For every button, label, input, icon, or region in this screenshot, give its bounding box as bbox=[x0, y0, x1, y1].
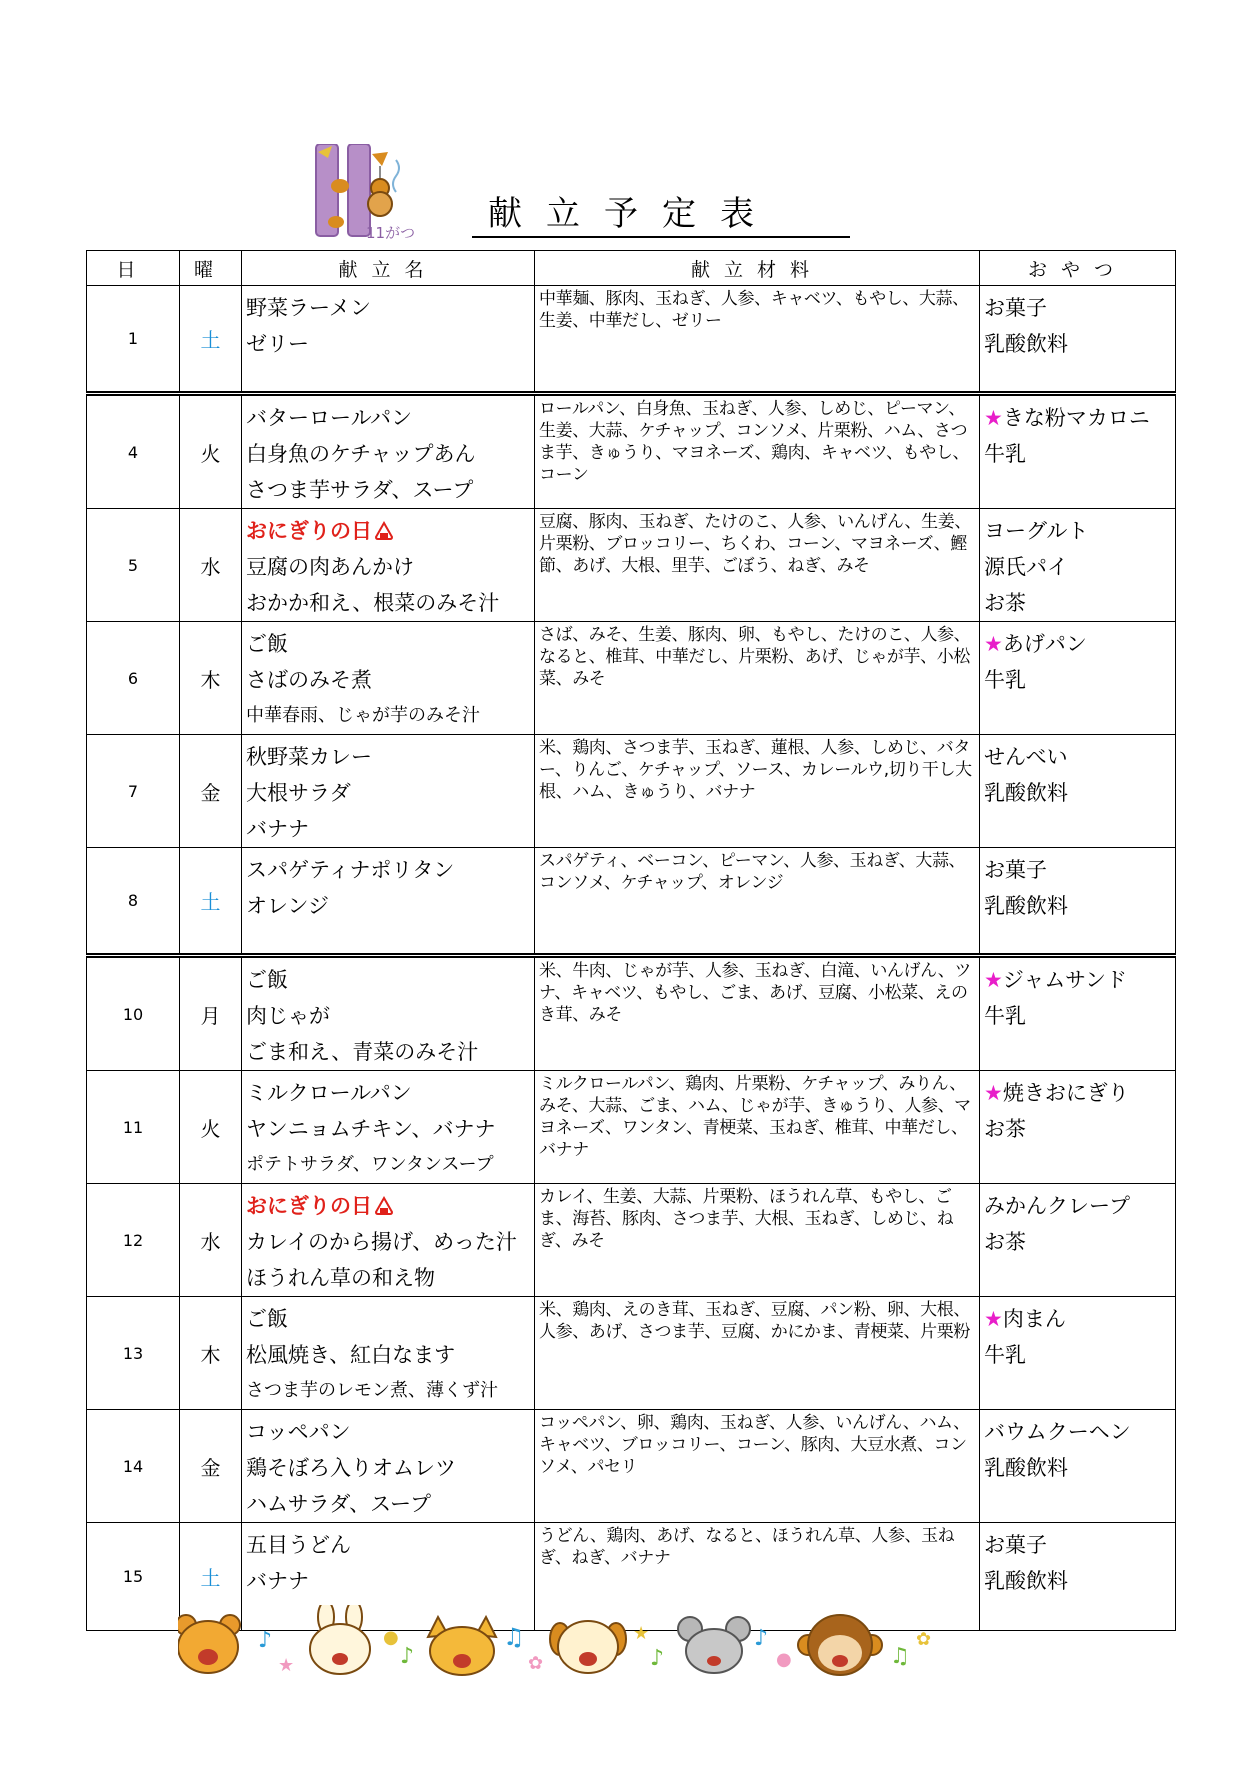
menu-item bbox=[246, 739, 534, 775]
menu-item-text: カレイのから揚げ、めった汁 bbox=[246, 1230, 517, 1254]
day-cell: 12 bbox=[87, 1184, 180, 1297]
snack-cell bbox=[980, 1071, 1176, 1184]
weekday-cell: 金 bbox=[180, 1410, 242, 1523]
menu-item-text: ごま和え、青菜のみそ汁 bbox=[246, 1040, 479, 1064]
menu-item bbox=[246, 400, 534, 436]
onigiri-icon bbox=[374, 521, 394, 541]
menu-item bbox=[246, 1450, 534, 1486]
ingredients-text: コッペパン、卵、鶏肉、玉ねぎ、人参、いんげん、ハム、キャベツ、ブロッコリー、コーン、豚肉、大豆水煮、コンソメ、パセリ bbox=[539, 1413, 970, 1477]
table-header-row bbox=[87, 251, 1176, 286]
menu-item-text: 秋野菜カレー bbox=[246, 745, 372, 769]
svg-text:♪: ♪ bbox=[400, 1644, 415, 1669]
table-row bbox=[87, 735, 1176, 848]
weekday-cell: 火 bbox=[180, 394, 242, 509]
snack-cell bbox=[980, 286, 1176, 394]
weekday-cell: 土 bbox=[180, 848, 242, 956]
menu-item bbox=[246, 962, 534, 998]
snack-item-text: きな粉マカロニ bbox=[1002, 406, 1150, 430]
day-cell: 4 bbox=[87, 394, 180, 509]
weekday-cell: 木 bbox=[180, 622, 242, 735]
bear-icon bbox=[178, 1615, 240, 1673]
table-row bbox=[87, 1410, 1176, 1523]
snack-item bbox=[984, 1301, 1175, 1337]
menu-item-text: さつま芋サラダ、スープ bbox=[246, 478, 474, 502]
star-icon: ★ bbox=[984, 968, 1003, 992]
ingredients-text: 豆腐、豚肉、玉ねぎ、たけのこ、人参、いんげん、生姜、片栗粉、ブロッコリー、ちくわ、コーン、マヨネーズ、鰹節、あげ、大根、里芋、ごぼう、ねぎ、みそ bbox=[539, 512, 971, 576]
menu-cell bbox=[242, 1297, 535, 1410]
menu-item bbox=[246, 852, 534, 888]
table-row bbox=[87, 1071, 1176, 1184]
snack-item bbox=[984, 290, 1175, 326]
snack-item bbox=[984, 1414, 1175, 1450]
snack-item bbox=[984, 1450, 1175, 1486]
menu-item bbox=[246, 1224, 534, 1260]
snack-item bbox=[984, 888, 1175, 924]
menu-cell bbox=[242, 1071, 535, 1184]
menu-item bbox=[246, 472, 534, 508]
star-icon: ★ bbox=[984, 632, 1003, 656]
mouse-icon bbox=[678, 1617, 750, 1673]
menu-item bbox=[246, 775, 534, 811]
snack-item-text: お茶 bbox=[984, 591, 1026, 615]
ingredients-text: さば、みそ、生姜、豚肉、卵、もやし、たけのこ、人参、なると、椎茸、中華だし、片栗粉、あげ、じゃが芋、小松菜、みそ bbox=[539, 625, 971, 689]
menu-cell bbox=[242, 735, 535, 848]
snack-item bbox=[984, 852, 1175, 888]
svg-text:11がつ: 11がつ bbox=[366, 224, 416, 242]
snack-cell bbox=[980, 622, 1176, 735]
ingredients-cell bbox=[535, 622, 980, 735]
rabbit-icon bbox=[310, 1605, 370, 1674]
table-row bbox=[87, 1184, 1176, 1297]
menu-item-text: ほうれん草の和え物 bbox=[246, 1266, 435, 1290]
menu-item-text: 野菜ラーメン bbox=[246, 296, 371, 320]
svg-text:●: ● bbox=[383, 1627, 399, 1648]
header-menu: 献立名 bbox=[242, 251, 535, 286]
menu-item bbox=[246, 1301, 534, 1337]
weekday-cell: 金 bbox=[180, 735, 242, 848]
menu-item bbox=[246, 1563, 534, 1599]
dog-icon bbox=[550, 1621, 626, 1673]
menu-item-text: ミルクロールパン bbox=[246, 1081, 412, 1105]
snack-item bbox=[984, 513, 1175, 549]
day-cell: 6 bbox=[87, 622, 180, 735]
snack-item-text: みかんクレープ bbox=[984, 1194, 1130, 1218]
menu-item bbox=[246, 585, 534, 621]
star-icon: ★ bbox=[984, 406, 1003, 430]
snack-item bbox=[984, 1224, 1175, 1260]
snack-cell bbox=[980, 735, 1176, 848]
ingredients-cell bbox=[535, 509, 980, 622]
day-cell: 11 bbox=[87, 1071, 180, 1184]
menu-item-text: ハムサラダ、スープ bbox=[246, 1492, 432, 1516]
snack-item bbox=[984, 400, 1175, 436]
menu-item bbox=[246, 1527, 534, 1563]
menu-item bbox=[246, 1486, 534, 1522]
snack-item bbox=[984, 1188, 1175, 1224]
ingredients-text: 米、鶏肉、さつま芋、玉ねぎ、蓮根、人参、しめじ、バター、りんご、ケチャップ、ソース、カレールウ,切り干し大根、ハム、きゅうり、バナナ bbox=[539, 738, 972, 802]
header-day: 日 bbox=[87, 251, 180, 286]
menu-cell bbox=[242, 622, 535, 735]
snack-item-text: お菓子 bbox=[984, 858, 1047, 882]
snack-item bbox=[984, 739, 1175, 775]
table-row bbox=[87, 286, 1176, 394]
ingredients-cell bbox=[535, 1297, 980, 1410]
ingredients-text: ミルクロールパン、鶏肉、片栗粉、ケチャップ、みりん、みそ、大蒜、ごま、ハム、じゃが芋、きゅうり、人参、マヨネーズ、ワンタン、青梗菜、玉ねぎ、椎茸、中華だし、バナナ bbox=[539, 1074, 971, 1160]
snack-item-text: 焼きおにぎり bbox=[1002, 1081, 1129, 1105]
table-row bbox=[87, 848, 1176, 956]
menu-item-text: ご飯 bbox=[246, 1307, 288, 1331]
menu-cell bbox=[242, 509, 535, 622]
ingredients-text: スパゲティ、ベーコン、ピーマン、人参、玉ねぎ、大蒜、コンソメ、ケチャップ、オレンジ bbox=[539, 851, 966, 893]
svg-text:●: ● bbox=[776, 1649, 792, 1670]
menu-item-text: おかか和え、根菜のみそ汁 bbox=[246, 591, 500, 615]
footer-animal-strip bbox=[178, 1605, 1038, 1685]
day-cell: 13 bbox=[87, 1297, 180, 1410]
menu-cell bbox=[242, 1184, 535, 1297]
ingredients-text: うどん、鶏肉、あげ、なると、ほうれん草、人参、玉ねぎ、ねぎ、バナナ bbox=[539, 1526, 955, 1568]
weekday-cell: 木 bbox=[180, 1297, 242, 1410]
star-icon: ★ bbox=[984, 1307, 1003, 1331]
menu-item bbox=[246, 1147, 534, 1183]
ingredients-text: 米、鶏肉、えのき茸、玉ねぎ、豆腐、パン粉、卵、大根、人参、あげ、さつま芋、豆腐、かにかま、青梗菜、片栗粉 bbox=[539, 1300, 970, 1342]
ingredients-cell bbox=[535, 394, 980, 509]
ingredients-cell bbox=[535, 956, 980, 1071]
ingredients-text: 中華麺、豚肉、玉ねぎ、人参、キャベツ、もやし、大蒜、生姜、中華だし、ゼリー bbox=[539, 289, 969, 331]
menu-cell bbox=[242, 848, 535, 956]
ingredients-cell bbox=[535, 1071, 980, 1184]
svg-text:♪: ♪ bbox=[258, 1628, 273, 1653]
menu-item bbox=[246, 290, 534, 326]
menu-item-text: コッペパン bbox=[246, 1420, 351, 1444]
day-cell: 14 bbox=[87, 1410, 180, 1523]
weekday-cell: 火 bbox=[180, 1071, 242, 1184]
menu-item-text: おにぎりの日 bbox=[246, 1194, 372, 1218]
svg-text:♫: ♫ bbox=[890, 1644, 910, 1669]
menu-item-text: 肉じゃが bbox=[246, 1004, 330, 1028]
snack-item bbox=[984, 436, 1175, 472]
onigiri-day-label bbox=[246, 1188, 534, 1224]
snack-item-text: 牛乳 bbox=[984, 668, 1026, 692]
menu-item-text: ポテトサラダ、ワンタンスープ bbox=[246, 1154, 494, 1175]
menu-item bbox=[246, 626, 534, 662]
snack-item bbox=[984, 626, 1175, 662]
day-cell: 5 bbox=[87, 509, 180, 622]
snack-item-text: お茶 bbox=[984, 1230, 1026, 1254]
menu-item-text: 豆腐の肉あんかけ bbox=[246, 555, 414, 579]
onigiri-icon bbox=[374, 1196, 394, 1216]
svg-text:✿: ✿ bbox=[528, 1653, 544, 1674]
snack-item bbox=[984, 662, 1175, 698]
ingredients-cell bbox=[535, 848, 980, 956]
snack-cell bbox=[980, 1297, 1176, 1410]
snack-item bbox=[984, 585, 1175, 621]
day-cell: 1 bbox=[87, 286, 180, 394]
snack-item-text: 源氏パイ bbox=[984, 555, 1068, 579]
snack-item-text: 乳酸飲料 bbox=[984, 894, 1068, 918]
ingredients-text: ロールパン、白身魚、玉ねぎ、人参、しめじ、ピーマン、生姜、大蒜、ケチャップ、コンソメ、片栗粉、ハム、さつま芋、きゅうり、マヨネーズ、鶏肉、キャベツ、もやし、コーン bbox=[539, 399, 970, 485]
snack-item-text: 乳酸飲料 bbox=[984, 781, 1068, 805]
ingredients-text: 米、牛肉、じゃが芋、人参、玉ねぎ、白滝、いんげん、ツナ、キャベツ、もやし、ごま、あげ、豆腐、小松菜、えのき茸、みそ bbox=[539, 961, 971, 1025]
weekday-cell: 土 bbox=[180, 286, 242, 394]
menu-item bbox=[246, 1373, 534, 1409]
svg-text:♪: ♪ bbox=[754, 1626, 769, 1651]
snack-item bbox=[984, 1111, 1175, 1147]
snack-item-text: ヨーグルト bbox=[984, 519, 1089, 543]
menu-item bbox=[246, 662, 534, 698]
menu-item-text: バナナ bbox=[246, 817, 309, 841]
page-title: 献立予定表 bbox=[472, 192, 850, 238]
snack-item-text: お菓子 bbox=[984, 296, 1047, 320]
weekday-cell: 土 bbox=[180, 1523, 242, 1631]
menu-cell bbox=[242, 394, 535, 509]
menu-cell bbox=[242, 956, 535, 1071]
ingredients-text: カレイ、生姜、大蒜、片栗粉、ほうれん草、もやし、ごま、海苔、豚肉、さつま芋、大根、玉ねぎ、しめじ、ねぎ、みそ bbox=[539, 1187, 954, 1251]
onigiri-day-label bbox=[246, 513, 534, 549]
snack-item bbox=[984, 1527, 1175, 1563]
snack-cell bbox=[980, 509, 1176, 622]
menu-item-text: さばのみそ煮 bbox=[246, 668, 372, 692]
snack-item bbox=[984, 962, 1175, 998]
snack-item bbox=[984, 1075, 1175, 1111]
snack-cell bbox=[980, 848, 1176, 956]
menu-item bbox=[246, 1075, 534, 1111]
snack-item bbox=[984, 998, 1175, 1034]
snack-cell bbox=[980, 1184, 1176, 1297]
header-snack: おやつ bbox=[980, 251, 1176, 286]
snack-item-text: 乳酸飲料 bbox=[984, 1569, 1068, 1593]
snack-item-text: 牛乳 bbox=[984, 442, 1026, 466]
menu-cell bbox=[242, 286, 535, 394]
ingredients-cell bbox=[535, 735, 980, 848]
monkey-icon bbox=[798, 1615, 882, 1675]
day-cell: 10 bbox=[87, 956, 180, 1071]
menu-item bbox=[246, 1034, 534, 1070]
snack-item-text: 肉まん bbox=[1002, 1307, 1066, 1331]
menu-item bbox=[246, 1260, 534, 1296]
menu-item-text: 鶏そぼろ入りオムレツ bbox=[246, 1456, 456, 1480]
menu-item bbox=[246, 1111, 534, 1147]
table-row bbox=[87, 509, 1176, 622]
menu-item bbox=[246, 436, 534, 472]
month-logo-11-icon bbox=[310, 144, 460, 244]
snack-cell bbox=[980, 956, 1176, 1071]
snack-item bbox=[984, 549, 1175, 585]
menu-item-text: 松風焼き、紅白なます bbox=[246, 1343, 456, 1367]
snack-item-text: 牛乳 bbox=[984, 1004, 1026, 1028]
menu-item bbox=[246, 326, 534, 362]
ingredients-cell bbox=[535, 1410, 980, 1523]
star-icon: ★ bbox=[984, 1081, 1003, 1105]
svg-text:♪: ♪ bbox=[650, 1646, 665, 1671]
menu-item-text: さつま芋のレモン煮、薄くず汁 bbox=[246, 1380, 498, 1401]
menu-item bbox=[246, 549, 534, 585]
ingredients-cell bbox=[535, 1184, 980, 1297]
menu-item bbox=[246, 811, 534, 847]
snack-item-text: 乳酸飲料 bbox=[984, 1456, 1068, 1480]
day-cell: 15 bbox=[87, 1523, 180, 1631]
menu-item-text: オレンジ bbox=[246, 894, 329, 918]
header bbox=[310, 140, 850, 250]
menu-item-text: スパゲティナポリタン bbox=[246, 858, 455, 882]
snack-item bbox=[984, 1337, 1175, 1373]
table-row bbox=[87, 622, 1176, 735]
snack-item-text: ジャムサンド bbox=[1002, 968, 1127, 992]
snack-item bbox=[984, 775, 1175, 811]
snack-item-text: あげパン bbox=[1002, 632, 1087, 656]
menu-item bbox=[246, 888, 534, 924]
menu-item-text: ヤンニョムチキン、バナナ bbox=[246, 1117, 496, 1141]
menu-item-text: ゼリー bbox=[246, 332, 309, 356]
ingredients-cell bbox=[535, 286, 980, 394]
menu-item-text: 中華春雨、じゃが芋のみそ汁 bbox=[246, 705, 480, 726]
table-row bbox=[87, 394, 1176, 509]
menu-item bbox=[246, 998, 534, 1034]
menu-item bbox=[246, 698, 534, 734]
table-row bbox=[87, 956, 1176, 1071]
snack-item-text: お菓子 bbox=[984, 1533, 1047, 1557]
snack-cell bbox=[980, 1410, 1176, 1523]
snack-cell bbox=[980, 394, 1176, 509]
menu-item-text: おにぎりの日 bbox=[246, 519, 372, 543]
snack-item-text: 牛乳 bbox=[984, 1343, 1026, 1367]
weekday-cell: 水 bbox=[180, 1184, 242, 1297]
day-cell: 8 bbox=[87, 848, 180, 956]
svg-text:★: ★ bbox=[278, 1655, 295, 1676]
cat-icon bbox=[428, 1617, 496, 1675]
menu-item-text: バナナ bbox=[246, 1569, 309, 1593]
header-weekday: 曜 bbox=[180, 251, 242, 286]
day-cell: 7 bbox=[87, 735, 180, 848]
menu-item-text: 五目うどん bbox=[246, 1533, 351, 1557]
menu-item bbox=[246, 1337, 534, 1373]
menu-table bbox=[86, 250, 1176, 1631]
menu-cell bbox=[242, 1410, 535, 1523]
table-row bbox=[87, 1297, 1176, 1410]
snack-item bbox=[984, 1563, 1175, 1599]
snack-item-text: せんべい bbox=[984, 745, 1068, 769]
menu-item bbox=[246, 1414, 534, 1450]
menu-item-text: 白身魚のケチャップあん bbox=[246, 442, 476, 466]
snack-item-text: バウムクーヘン bbox=[984, 1420, 1131, 1444]
svg-text:♫: ♫ bbox=[503, 1623, 525, 1651]
menu-item-text: ご飯 bbox=[246, 968, 288, 992]
snack-item-text: お茶 bbox=[984, 1117, 1026, 1141]
header-ingredients: 献立材料 bbox=[535, 251, 980, 286]
weekday-cell: 水 bbox=[180, 509, 242, 622]
snack-item bbox=[984, 326, 1175, 362]
snack-item-text: 乳酸飲料 bbox=[984, 332, 1068, 356]
menu-item-text: バターロールパン bbox=[246, 406, 413, 430]
svg-text:✿: ✿ bbox=[916, 1629, 932, 1650]
menu-item-text: 大根サラダ bbox=[246, 781, 351, 805]
svg-text:★: ★ bbox=[633, 1623, 650, 1644]
menu-item-text: ご飯 bbox=[246, 632, 288, 656]
weekday-cell: 月 bbox=[180, 956, 242, 1071]
